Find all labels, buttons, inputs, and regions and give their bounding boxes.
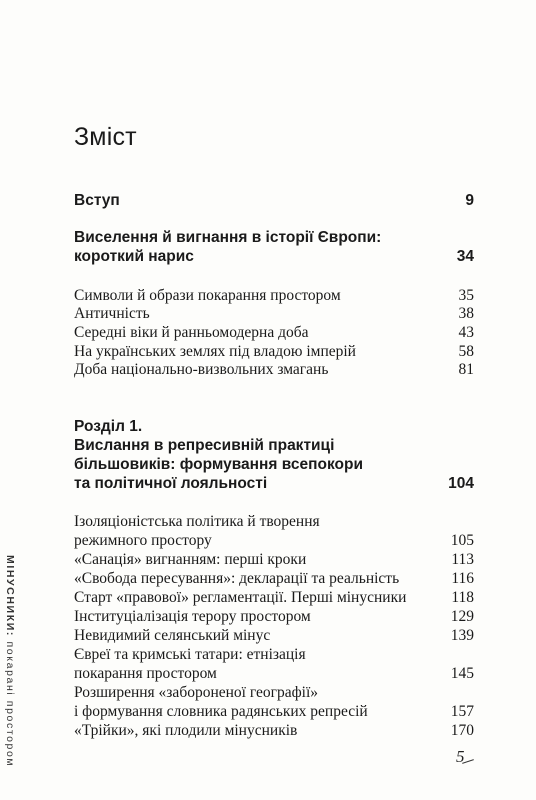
toc-entry-intro[interactable]: [74, 192, 474, 210]
toc-entry-label: Старт «правової» регламентації. Перші мінусники: [74, 589, 407, 606]
running-header: [2, 555, 18, 768]
toc-entry-page: 9: [465, 192, 474, 209]
toc-entry[interactable]: [74, 703, 474, 721]
page-title: Зміст: [74, 123, 137, 151]
toc-entry-label: режимного простору: [74, 532, 212, 549]
toc-entry-chapter0[interactable]: [74, 248, 474, 266]
toc-entry-page: 105: [450, 532, 474, 549]
toc-entry-page: 35: [458, 287, 474, 304]
toc-entry-line: Розширення «забороненої географії»: [74, 684, 319, 701]
toc-entry-label: «Санація» вигнанням: перші кроки: [74, 551, 307, 568]
toc-entry-label: Вступ: [74, 192, 120, 209]
toc-entry-page: 81: [458, 361, 474, 378]
chapter-number: Розділ 1.: [74, 418, 143, 435]
toc-entry-label: «Трійки», які плодили мінусників: [74, 722, 298, 739]
toc-entry[interactable]: [74, 361, 474, 379]
page-number: 5: [456, 747, 465, 766]
toc-entry-label: Символи й образи покарання простором: [74, 287, 341, 304]
toc-entry[interactable]: [74, 305, 474, 323]
toc-entry[interactable]: [74, 532, 474, 550]
toc-entry-label: короткий нарис: [74, 248, 194, 265]
toc-entry[interactable]: [74, 627, 474, 645]
toc-entry-page: 104: [448, 475, 474, 492]
chapter-heading-line: Виселення й вигнання в історії Європи:: [74, 229, 382, 246]
toc-entry[interactable]: [74, 551, 474, 569]
toc-entry[interactable]: [74, 343, 474, 361]
toc-entry[interactable]: [74, 722, 474, 740]
toc-entry[interactable]: [74, 287, 474, 305]
toc-entry-label: і формування словника радянських репресій: [74, 703, 368, 720]
toc-entry-page: 58: [458, 343, 474, 360]
toc-entry-page: 38: [458, 305, 474, 322]
toc-entry[interactable]: [74, 324, 474, 342]
toc-entry[interactable]: [74, 589, 474, 607]
toc-entry-label: «Свобода пересування»: декларації та реальність: [74, 570, 400, 587]
toc-entry-label: На українських землях під владою імперій: [74, 343, 356, 360]
toc-entry-page: 129: [450, 608, 474, 625]
toc-entry-page: 157: [450, 703, 474, 720]
toc-entry-label: та політичної лояльності: [74, 475, 268, 492]
chapter-heading-line: більшовиків: формування всепокори: [74, 456, 363, 473]
toc-entry-label: Античність: [74, 305, 150, 322]
toc-entry-page: 113: [451, 551, 474, 568]
toc-entry-page: 145: [450, 665, 474, 682]
toc-entry-label: Середні віки й ранньомодерна доба: [74, 324, 309, 341]
toc-entry-page: 118: [451, 589, 474, 606]
toc-entry-chapter1[interactable]: [74, 475, 474, 493]
running-header-subtitle: покарані простором: [4, 641, 16, 768]
toc-entry-page: 34: [456, 248, 474, 265]
toc-entry-label: покарання простором: [74, 665, 217, 682]
toc-entry-label: Доба національно-визвольних змагань: [74, 361, 329, 378]
toc-entry[interactable]: [74, 665, 474, 683]
chapter-heading-line: Вислання в репресивній практиці: [74, 437, 335, 454]
running-header-title: МІНУСНИКИ:: [4, 555, 16, 637]
toc-entry-label: Інституціалізація терору простором: [74, 608, 311, 625]
toc-entry-page: 170: [450, 722, 474, 739]
toc-entry[interactable]: [74, 608, 474, 626]
toc-entry-line: Ізоляціоністська політика й творення: [74, 513, 320, 530]
toc-entry-line: Євреї та кримські татари: етнізація: [74, 646, 306, 663]
toc-entry[interactable]: [74, 570, 474, 588]
toc-entry-page: 116: [451, 570, 474, 587]
toc-entry-label: Невидимий селянський мінус: [74, 627, 271, 644]
toc-entry-page: 139: [450, 627, 474, 644]
toc-entry-page: 43: [458, 324, 474, 341]
